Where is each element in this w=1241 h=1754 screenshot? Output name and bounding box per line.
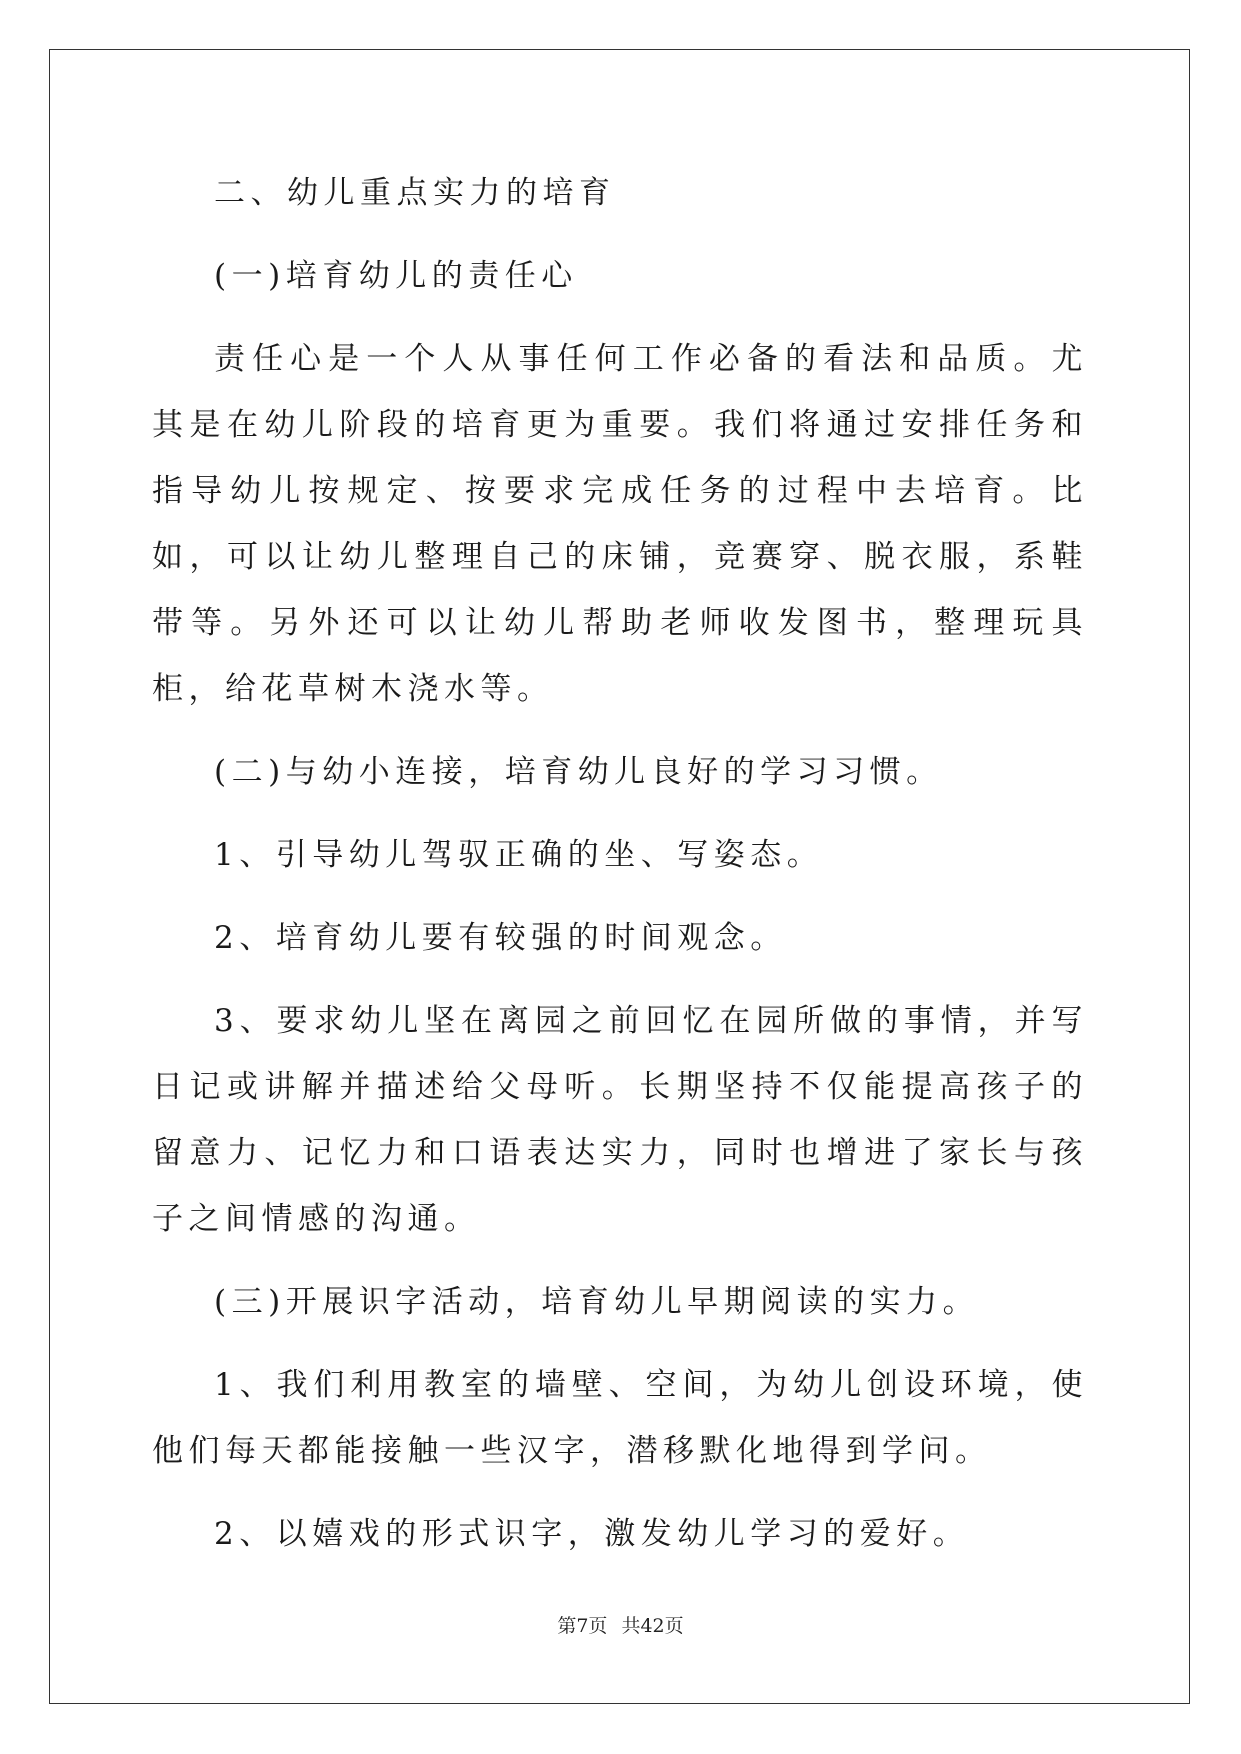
list-item: 1、我们利用教室的墙壁、空间，为幼儿创设环境，使他们每天都能接触一些汉字，潜移默化地得到学问。 — [152, 1367, 1088, 1469]
subsection-heading: (二)与幼小连接，培育幼儿良好的学习习惯。 — [214, 754, 943, 790]
page-total: 共42页 — [621, 1615, 684, 1637]
subsection-heading: (一)培育幼儿的责任心 — [214, 258, 578, 294]
section-heading: 二、幼儿重点实力的培育 — [214, 175, 616, 211]
list-item: 3、要求幼儿坚在离园之前回忆在园所做的事情，并写日记或讲解并描述给父母听。长期坚持不仅能提高孩子的留意力、记忆力和口语表达实力，同时也增进了家长与孩子之间情感的沟通。 — [152, 1003, 1088, 1237]
list-item: 1、引导幼儿驾驭正确的坐、写姿态。 — [214, 837, 824, 873]
subsection-heading: (三)开展识字活动，培育幼儿早期阅读的实力。 — [214, 1284, 980, 1320]
page-footer — [0, 1611, 1241, 1638]
document-body — [152, 160, 1088, 1584]
page-number: 第7页 — [557, 1615, 608, 1637]
list-item: 2、以嬉戏的形式识字，激发幼儿学习的爱好。 — [214, 1516, 970, 1552]
body-paragraph: 责任心是一个人从事任何工作必备的看法和品质。尤其是在幼儿阶段的培育更为重要。我们将通过安排任务和指导幼儿按规定、按要求完成任务的过程中去培育。比如，可以让幼儿整理自己的床铺，竞赛穿、脱衣服，系鞋带等。另外还可以让幼儿帮助老师收发图书，整理玩具柜，给花草树木浇水等。 — [152, 341, 1088, 707]
list-item: 2、培育幼儿要有较强的时间观念。 — [214, 920, 787, 956]
